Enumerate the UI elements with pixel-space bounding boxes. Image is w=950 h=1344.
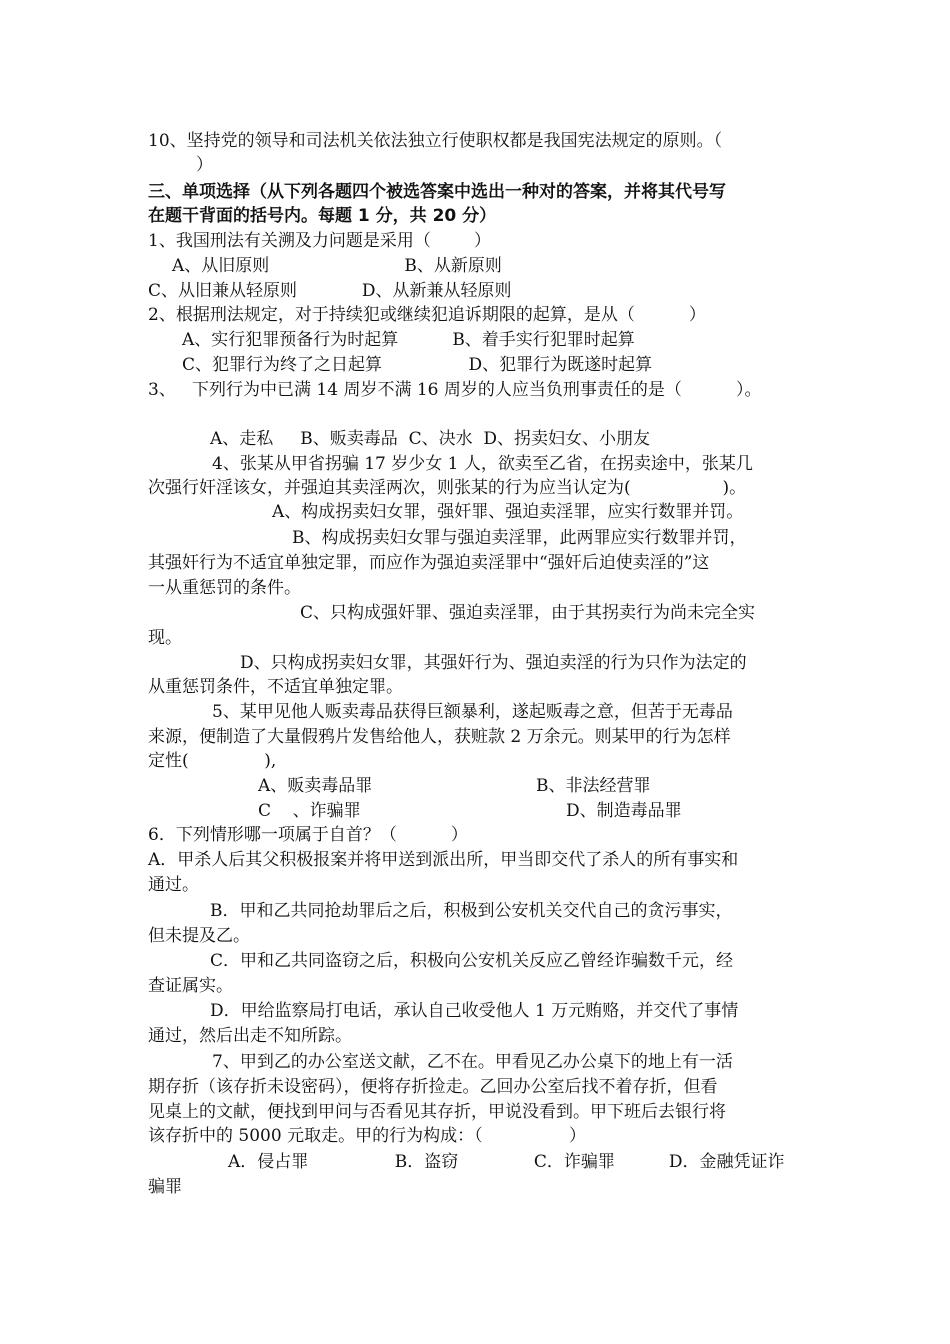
question-line: 该存折中的 5000 元取走。甲的行为构成：（ ）	[148, 1126, 587, 1146]
option-line: B、构成拐卖妇女罪与强迫卖淫罪，此两罪应实行数罪并罚，	[292, 528, 747, 548]
option-line: C、犯罪行为终了之日起算 D、犯罪行为既遂时起算	[182, 355, 653, 375]
option-line: C．甲和乙共同盗窃之后，积极向公安机关反应乙曾经诈骗数千元，经	[210, 951, 734, 971]
question-line: 6．下列情形哪一项属于自首？（ ）	[148, 825, 468, 845]
option-line: A．侵占罪 B．盗窃 C．诈骗罪 D．金融凭证诈	[228, 1152, 785, 1172]
option-line: A．甲杀人后其父积极报案并将甲送到派出所，甲当即交代了杀人的所有事实和	[148, 850, 739, 870]
question-line: 1、我国刑法有关溯及力问题是采用（ ）	[148, 231, 492, 251]
option-line: B．甲和乙共同抢劫罪后之后，积极到公安机关交代自己的贪污事实，	[210, 901, 733, 921]
option-line: 但未提及乙。	[148, 926, 250, 946]
option-line: B、非法经营罪	[536, 776, 651, 796]
question-line: 定性( ),	[148, 751, 277, 771]
option-line: D、只构成拐卖妇女罪，其强奸行为、强迫卖淫的行为只作为法定的	[240, 653, 747, 673]
question-line: 5、某甲见他人贩卖毒品获得巨额暴利，遂起贩毒之意，但苦于无毒品	[212, 702, 733, 722]
question-line: 2、根据刑法规定，对于持续犯或继续犯追诉期限的起算，是从（ ）	[148, 305, 706, 325]
question-line: 7、甲到乙的办公室送文献，乙不在。甲看见乙办公桌下的地上有一活	[212, 1052, 733, 1072]
option-line: A、构成拐卖妇女罪，强奸罪、强迫卖淫罪，应实行数罪并罚。	[272, 502, 744, 522]
text-line: 10、坚持党的领导和司法机关依法独立行使职权都是我国宪法规定的原则。（	[148, 131, 723, 151]
question-line: 次强行奸淫该女，并强迫其卖淫两次，则张某的行为应当认定为( )。	[148, 478, 747, 498]
option-line: D．甲给监察局打电话，承认自己收受他人 1 万元贿赂，并交代了事情	[210, 1001, 739, 1021]
option-line: C 、诈骗罪	[258, 801, 361, 821]
question-line: 来源，便制造了大量假鸦片发售给他人，获赃款 2 万余元。则某甲的行为怎样	[148, 727, 731, 747]
question-line: 3、 下列行为中已满 14 周岁不满 16 周岁的人应当负刑事责任的是（ ）。	[148, 380, 762, 400]
question-line: 期存折（该存折未设密码），便将存折捡走。乙回办公室后找不着存折，但看	[148, 1077, 718, 1097]
option-line: A、走私 B、贩卖毒品 C、决水 D、拐卖妇女、小朋友	[210, 429, 651, 449]
section-heading: 在题干背面的括号内。每题 1 分，共 20 分）	[148, 206, 497, 226]
option-line: 从重惩罚条件，不适宜单独定罪。	[148, 677, 403, 697]
option-line: 其强奸行为不适宜单独定罪，而应作为强迫卖淫罪中“强奸后迫使卖淫的”这	[148, 553, 710, 573]
option-line: 骗罪	[148, 1177, 182, 1197]
option-line: C、只构成强奸罪、强迫卖淫罪，由于其拐卖行为尚未完全实	[300, 603, 756, 623]
option-line: 一从重惩罚的条件。	[148, 578, 301, 598]
option-line: A、从旧原则 B、从新原则	[172, 256, 502, 276]
option-line: D、制造毒品罪	[566, 801, 682, 821]
option-line: A、贩卖毒品罪	[258, 776, 373, 796]
option-line: 现。	[148, 628, 182, 648]
option-line: C、从旧兼从轻原则 D、从新兼从轻原则	[148, 281, 512, 301]
text-line: ）	[196, 155, 213, 175]
option-line: A、实行犯罪预备行为时起算 B、着手实行犯罪时起算	[182, 330, 635, 350]
section-heading: 三、单项选择（从下列各题四个被选答案中选出一种对的答案，并将其代号写	[148, 182, 726, 202]
option-line: 通过，然后出走不知所踪。	[148, 1026, 352, 1046]
option-line: 通过。	[148, 875, 199, 895]
question-line: 见桌上的文献，便找到甲问与否看见其存折，甲说没看到。甲下班后去银行将	[148, 1102, 726, 1122]
option-line: 查证属实。	[148, 976, 233, 996]
question-line: 4、张某从甲省拐骗 17 岁少女 1 人，欲卖至乙省，在拐卖途中，张某几	[212, 454, 753, 474]
